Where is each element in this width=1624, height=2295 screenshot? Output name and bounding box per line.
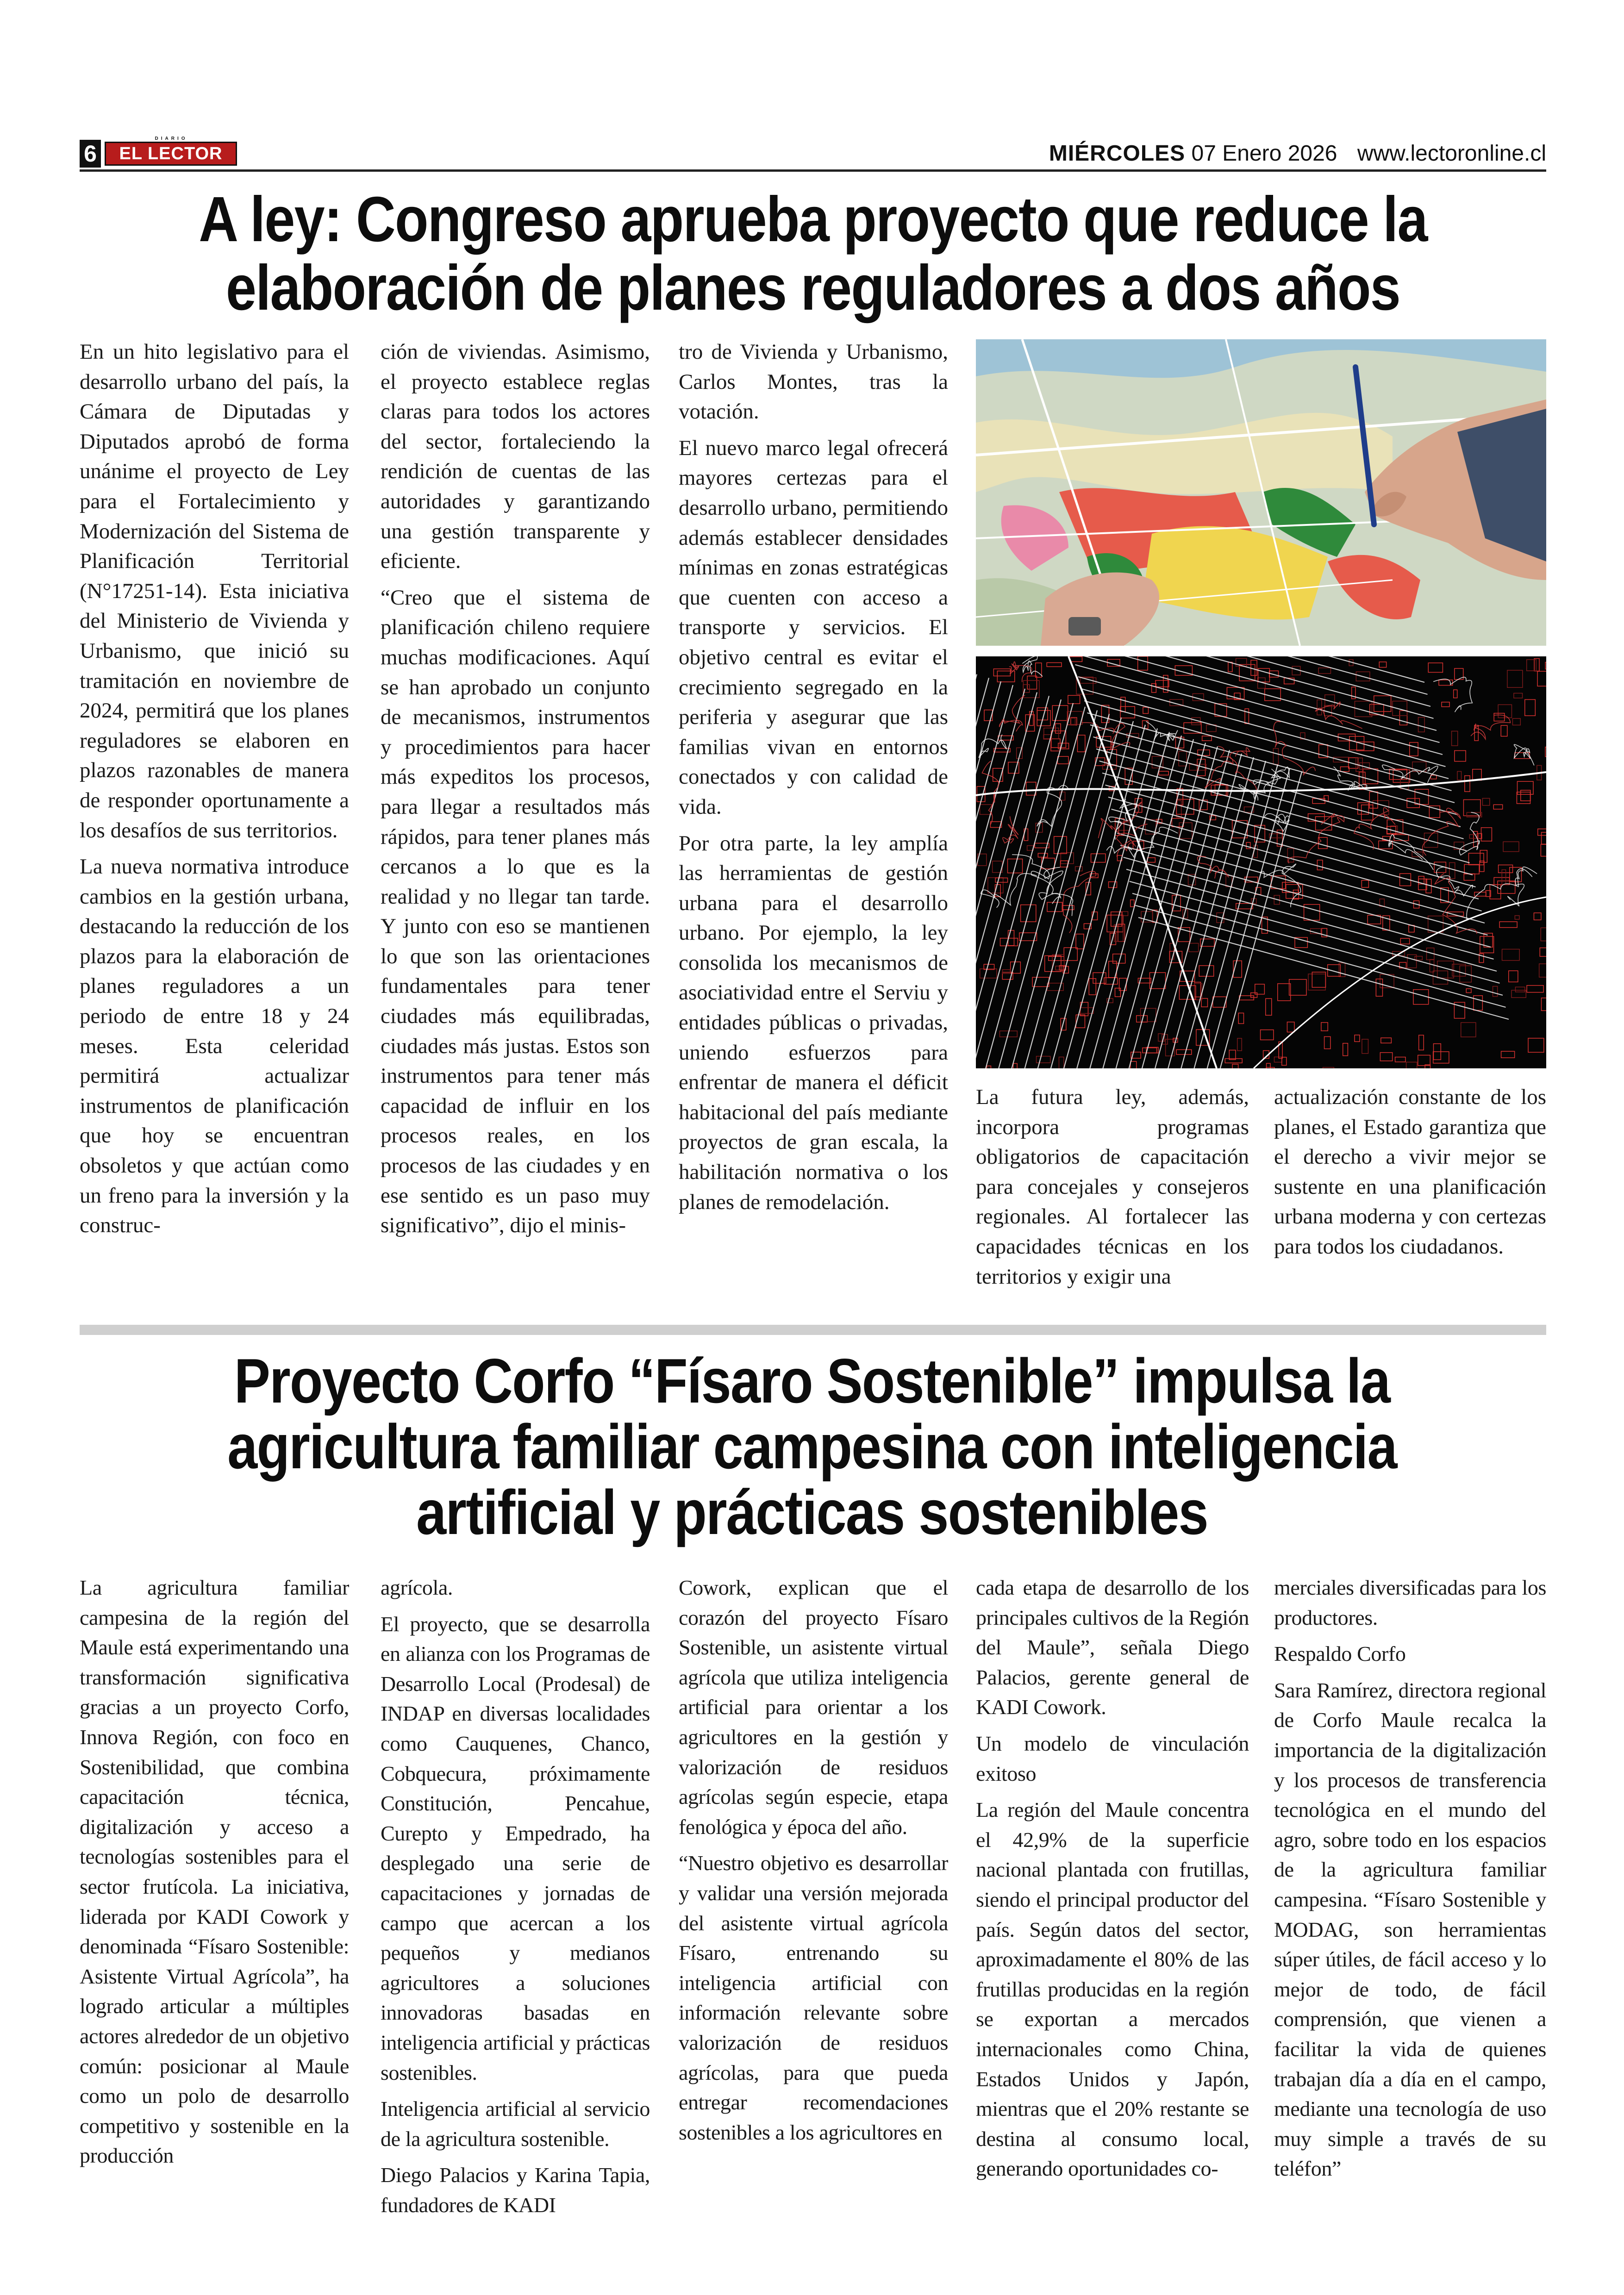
city-map-photo [976,656,1546,1068]
subheading: Respaldo Corfo [1274,1642,1406,1666]
paragraph: La región del Maule concentra el 42,9% de la superficie nacional plantada con frutillas, siendo el principal productor del país. Según datos del sector, aproximadamente el 80% de las frutillas producidas en la región se exportan a mercados internacionales como China, Estados Unidos y Japón, mientras que el 20% restante se destina al consumo local, generando oportunidades co- [976,1798,1249,2181]
paragraph: El nuevo marco legal ofrecerá mayores certezas para el desarrollo urbano, permitiendo además establecer densidades mínimas en zonas estratégicas que cuenten con acceso a transporte y servicios. El objetivo central es evitar el crecimiento segregado en la periferia y asegurar que las familias vivan en entornos conectados y con calidad de vida. [679,436,948,819]
paragraph: Por otra parte, la ley amplía las herramientas de gestión urbana para el desarrollo urbano. Por ejemplo, la ley consolida los mecanismos de asociatividad entre el Serviu y entidades públicas o privadas, uniendo esfuerzos para enfrentar de manera el déficit habitacional del país mediante proyectos de gran escala, la habilitación normativa o los planes de remodelación. [679,831,948,1214]
article2-column-5 [1274,1573,1546,2267]
article2-column-3 [679,1573,948,2267]
paragraph: En un hito legislativo para el desarrollo urbano del país, la Cámara de Diputadas y Diputados aprobó de forma unánime el proyecto de Ley para el Fortalecimiento y Modernización del Sistema de Planificación Territorial (N°17251-14). Esta iniciativa del Ministerio de Vivienda y Urbanismo, que inició su tramitación en noviembre de 2024, permitirá que los planes reguladores se elaboren en plazos razonables de manera de responder oportunamente a los desafíos de sus territorios. [80,340,349,842]
paragraph: La futura ley, además, incorpora programas obligatorios de capacitación para concejales y consejeros regionales. Al fortalecer las capacidades técnicas en los territorios y exigir una [976,1085,1249,1289]
paragraph: actualización constante de los planes, el Estado garantiza que el derecho a vivir mejor se sustente en una planificación urbana moderna y con certezas para todos los ciudadanos. [1274,1085,1546,1259]
article2-column-4 [976,1573,1249,2267]
zoning-map-photo [976,339,1546,646]
city-street-network-illustration [976,656,1546,1068]
article2-column-1 [80,1573,349,2267]
article1-column-1 [80,337,349,1304]
article1-headline: A ley: Congreso aprueba proyecto que reduce la elaboración de planes reguladores a dos años [199,184,1427,324]
website-url: www.lectoronline.cl [1357,141,1546,166]
article-divider [80,1325,1546,1335]
dateline [1049,140,1546,168]
paragraph: ción de viviendas. Asimismo, el proyecto establece reglas claras para todos los actores del sector, fortaleciendo la rendición de cuentas de las autoridades y garantizando una gestión transparente y eficiente. [381,340,650,574]
date: 07 Enero 2026 [1191,141,1337,166]
paragraph: Sara Ramírez, directora regional de Corfo Maule recalca la importancia de la digitalización y los procesos de transferencia tecnológica en el mundo del agro, sobre todo en los espacios de la agricultura familiar campesina. “Físaro Sostenible y MODAG, son herramientas súper útiles, de fácil acceso y lo mejor de todo, de fácil comprensión, que vienen a facilitar la vida de quienes trabajan día a día en el campo, mediante una tecnología de uso muy simple a través de su teléfon” [1274,1678,1546,2181]
article1-column-4 [976,1082,1249,1300]
paragraph: El proyecto, que se desarrolla en alianza con los Programas de Desarrollo Local (Prodesal) de INDAP en diversas localidades como Cauquenes, Chanco, Cobquecura, próximamente Constitución, Pencahue, Curepto y Empedrado, ha desplegado una serie de capacitaciones y jornadas de campo que acercan a los pequeños y medianos agricultores a soluciones innovadoras basadas en inteligencia artificial y prácticas sostenibles. [381,1612,650,2084]
article2-headline: Proyecto Corfo “Físaro Sostenible” impulsa la agricultura familiar campesina con inteligencia artificial y prácticas sostenibles [227,1346,1397,1547]
weekday: MIÉRCOLES [1049,141,1186,166]
paragraph: La agricultura familiar campesina de la región del Maule está experimentando una transformación significativa gracias a un proyecto Corfo, Innova Región, con foco en Sostenibilidad, que combina capacitación técnica, digitalización y acceso a tecnologías sostenibles para el sector frutícola. La iniciativa, liderada por KADI Cowork y denominada “Físaro Sostenible: Asistente Virtual Agrícola”, ha logrado articular a múltiples actores alrededor de un objetivo común: posicionar al Maule como un polo de desarrollo competitivo y sostenible en la producción [80,1576,349,2168]
paragraph: La nueva normativa introduce cambios en la gestión urbana, destacando la reducción de los plazos para la elaboración de planes reguladores a un periodo de entre 18 y 24 meses. Esta celeridad permitirá actualizar instrumentos de planificación que hoy se encuentran obsoletos y que actúan como un freno para la inversión y la construc- [80,854,349,1238]
subheading: Inteligencia artificial al servicio de la agricultura sostenible. [381,2097,650,2151]
article1-column-2 [381,337,650,1304]
article1-column-3 [679,337,948,1304]
page-number: 6 [80,140,101,168]
article1-column-5 [1274,1082,1546,1300]
paragraph: “Creo que el sistema de planificación chileno requiere muchas modificaciones. Aquí se han aprobado un conjunto de mecanismos, instrumentos y procedimientos para hacer más expeditos los procesos, para llegar a resultados más rápidos, para tener planes más cercanos a lo que es la realidad y no llegar tan tarde. Y junto con eso se mantienen lo que son las orientaciones fundamentales para tener ciudades más equilibradas, ciudades más justas. Estos son instrumentos para tener más capacidad de influir en los procesos reales, en los procesos de las ciudades y en ese sentido es un paso muy significativo”, dijo el minis- [381,585,650,1238]
paragraph: tro de Vivienda y Urbanismo, Carlos Montes, tras la votación. [679,340,948,424]
zoning-map-illustration [976,339,1546,646]
masthead-rule [80,169,1546,172]
paragraph: merciales diversificadas para los productores. [1274,1576,1546,1629]
article2-column-2 [381,1573,650,2267]
paragraph: Cowork, explican que el corazón del proyecto Físaro Sostenible, un asistente virtual agrícola que utiliza inteligencia artificial para orientar a los agricultores en la gestión y valorización de residuos agrícolas según especie, etapa fenológica y época del año. [679,1576,948,1839]
paragraph: Diego Palacios y Karina Tapia, fundadores de KADI [381,2163,650,2217]
paragraph: “Nuestro objetivo es desarrollar y validar una versión mejorada del asistente virtual agrícola Físaro, entrenando su inteligencia artificial con información relevante sobre valorización de residuos agrícolas, para que pueda entregar recomendaciones sostenibles a los agricultores en [679,1851,948,2144]
paragraph: cada etapa de desarrollo de los principales cultivos de la Región del Maule”, señala Diego Palacios, gerente general de KADI Cowork. [976,1576,1249,1719]
subheading: Un modelo de vinculación exitoso [976,1731,1249,1785]
newspaper-logo-tagline: DIARIO [155,136,188,141]
paragraph: agrícola. [381,1576,453,1599]
newspaper-logo: EL LECTOR [105,142,237,166]
